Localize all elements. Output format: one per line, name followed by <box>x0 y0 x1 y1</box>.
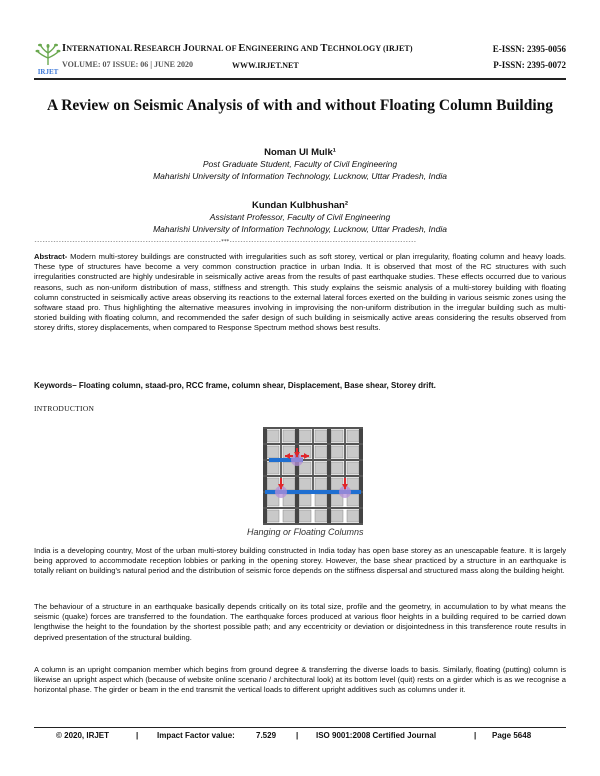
intro-paragraph-1: India is a developing country, Most of the urban multi-storey building constructed in India today has open base storey as an unescapable feature. It is largely being approved to accommodate reception lobbies or parking in the opening storey. However, the base shear practiced by a structure in an earthquake is totally reliant on building's natural period and the distribution of seismic force depends on the stiffness dispersal and structured mass along the building height. <box>34 546 566 576</box>
floor-slab <box>263 507 363 509</box>
window-panel <box>267 510 279 522</box>
author-institution: Maharishi University of Information Technology, Lucknow, Uttar Pradesh, India <box>153 224 447 234</box>
intro-paragraph-2: The behaviour of a structure in an earthquake basically depends critically on its total size, profile and the geometry, in accumulation to by what means the seismic (quake) forces are transferred to the foundation. The earthquake forces produced at various floor heights in a building required to be carried down lengthwise the height to the foundation by the shortest possible path; and any eccentricity or deviation or disjointedness in this transference route results in deprived presentation of the structural building. <box>34 602 566 642</box>
author-name: Noman Ul Mulk¹ <box>264 147 336 158</box>
keywords: Keywords– Floating column, staad-pro, RCC frame, column shear, Displacement, Base shear, Storey drift. <box>34 381 436 390</box>
window-panel <box>267 462 279 474</box>
footer-page-number: Page 5648 <box>492 731 532 740</box>
author-block-2 <box>40 200 560 235</box>
author-block-1 <box>40 147 560 182</box>
abstract-text: Modern multi-storey buildings are constructed with irregularities such as soft storey, vertical or plan irregularity, floating column and heavy loads. These type of structures have become a very common construction practice in urban India. It is observed that most of the RC structures with such irregularities constructed are highly undesirable in seismically active areas from the results of past earthquake studies. These effects occurred due to various reasons, such as non-uniform distribution of mass, stiffness and strength. This study explains the seismic analysis of a multi-storey building with floating column constructed in seismically active areas observing its reactions to the external lateral forces exerted on the building in various seismic zones using the software staad pro. Thus highlighting the alternative measures involving in improvising the non-uniform distribution in the irregular building such as multi-storied building with floating column, and recommended the safer design of such building in seismically active areas considering the results observed from storey drifts, storey displacements, when compared to Response Spectrum method shows best results. <box>34 252 566 333</box>
window-panel <box>347 446 359 458</box>
window-panel <box>267 446 279 458</box>
footer-copyright: © 2020, IRJET <box>56 731 110 740</box>
window-panel <box>283 430 295 442</box>
floor-slab <box>263 475 363 477</box>
window-panel <box>331 430 343 442</box>
intro-paragraph-3: A column is an upright companion member which begins from ground degree & transferring the diverse loads to basis. Similarly, floating (putting) column is likewise an upright aspect which (because of website online scenario / architectural look) at its bottom level (quit) rests on a girder which is as we recognise a horizontal phase. The girder or beam in the end transmit the vertical loads to different upright additives such as columns under it. <box>34 665 566 695</box>
section-heading-introduction: INTRODUCTION <box>34 404 95 413</box>
window-panel <box>315 462 327 474</box>
window-panel <box>315 510 327 522</box>
window-panel <box>267 430 279 442</box>
floor-slab <box>263 443 363 445</box>
window-panel <box>315 478 327 490</box>
journal-title: INTERNATIONAL RESEARCH JOURNAL OF ENGINEERING AND TECHNOLOGY (IRJET) <box>62 43 413 54</box>
volume-issue: VOLUME: 07 ISSUE: 06 | JUNE 2020 <box>62 60 193 69</box>
p-issn: P-ISSN: 2395-0072 <box>493 60 566 70</box>
header-rule <box>34 78 566 80</box>
section-separator: ---------------------------------------------------------------------***--------------------------------------------------------------------- <box>34 239 417 245</box>
footer-iso: ISO 9001:2008 Certified Journal <box>316 731 437 740</box>
author-institution: Maharishi University of Information Technology, Lucknow, Uttar Pradesh, India <box>153 171 447 181</box>
window-panel <box>299 430 311 442</box>
window-panel <box>315 494 327 506</box>
floating-column-figure <box>247 426 379 526</box>
author-position: Assistant Professor, Faculty of Civil Engineering <box>209 212 391 222</box>
window-panel <box>283 510 295 522</box>
abstract <box>34 252 566 334</box>
window-panel <box>347 510 359 522</box>
figure-caption: Hanging or Floating Columns <box>247 527 364 537</box>
author-name: Kundan Kulbhushan² <box>251 200 349 211</box>
abstract-label: Abstract- <box>34 252 68 261</box>
window-panel <box>331 510 343 522</box>
window-panel <box>347 462 359 474</box>
logo-text: IRJET <box>37 68 59 76</box>
journal-website-link[interactable]: WWW.IRJET.NET <box>232 61 299 70</box>
window-panel <box>347 430 359 442</box>
journal-header <box>34 41 566 77</box>
footer-rule <box>34 727 566 728</box>
window-panel <box>315 430 327 442</box>
irjet-logo-icon <box>34 41 62 77</box>
footer-impact-value: 7.529 <box>256 731 277 740</box>
floor-slab <box>263 523 363 525</box>
window-panel <box>331 462 343 474</box>
floor-slab <box>263 427 363 429</box>
window-panel <box>299 478 311 490</box>
paper-title: A Review on Seismic Analysis of with and without Floating Column Building <box>47 97 553 114</box>
footer-impact-label: Impact Factor value: <box>157 731 235 740</box>
window-panel <box>315 446 327 458</box>
e-issn: E-ISSN: 2395-0056 <box>492 44 566 54</box>
window-panel <box>331 446 343 458</box>
author-position: Post Graduate Student, Faculty of Civil Engineering <box>202 159 398 169</box>
window-panel <box>299 510 311 522</box>
window-panel <box>299 494 311 506</box>
